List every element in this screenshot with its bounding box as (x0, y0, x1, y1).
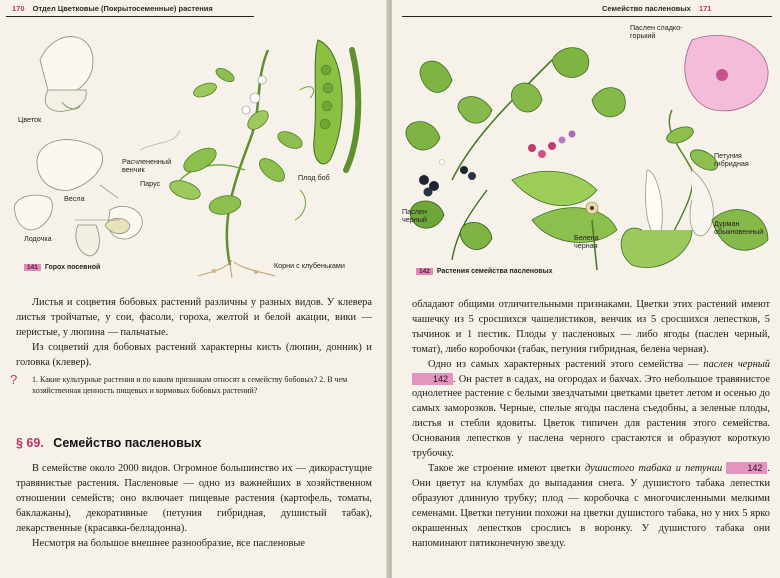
petunia-flower-icon (664, 35, 768, 235)
figure-141-caption (24, 264, 100, 271)
section-number: § 69. (16, 436, 44, 450)
figure-141-caption-text: Горох посевной (44, 264, 101, 271)
label-black-nightshade: Паслен черный (402, 207, 427, 224)
section-heading (16, 436, 201, 450)
paragraph: Листья и соцветия бобовых растений различны у разных видов. У клевера листья тройчатые, у сои, фасоли, гороха, желтой и белой акации, вики — перистые, у люпина — пальчатые. (16, 297, 372, 338)
label-petunia: Петуния гибридная (714, 151, 749, 168)
pea-figure (0, 20, 388, 278)
paragraph: Несмотря на большое внешнее разнообразие, все пасленовые (32, 537, 305, 549)
left-header-rule (6, 16, 254, 17)
figure-ref-142: 142 (412, 373, 453, 385)
right-body-text (412, 298, 770, 551)
henbane-icon (512, 171, 617, 270)
right-page (392, 0, 780, 578)
roots-icon (198, 260, 275, 278)
pea-illustration (0, 20, 388, 278)
label-flower: Цветок (18, 115, 42, 124)
left-section-text (16, 462, 372, 551)
left-header-title: Отдел Цветковые (Покрытосеменные) растения (32, 4, 213, 13)
figure-142-number: 142 (416, 268, 433, 275)
question-mark-icon: ? (10, 372, 18, 387)
text-run: Такое же строение имеют цветки (428, 462, 585, 474)
label-henbane: Белена черная (574, 233, 599, 250)
review-questions: 1. Какие культурные растения и по каким признакам относят к семейству бобовых? 2. В чем хозяйственная ценность пищевых и кормовых бобовых растений? (32, 375, 348, 395)
paragraph: В семействе около 2000 видов. Огромное большинство их — дикорастущие травянистые растения. Пасленовые — одно из важнейших в хозяйственном отношении семейств; оно включает пищевые растения (картофель, томаты, баклажаны), декоративные (петуния гибридная, душистый табак), лекарственные (красавка-белладонна). (16, 463, 372, 534)
figure-142-caption (416, 268, 552, 275)
paragraph: Из соцветий для бобовых растений характерны кисть (люпин, донник) и головка (клевер). (16, 341, 372, 368)
label-datura: Дурман обыкновенный (714, 219, 764, 236)
text-run: . Они цветут на клумбах до выпадания снега. У душистого табака лепестки образуют длинную трубку; плод — коробочка с многочисленными мелкими семенами. Цветки петунии похожи на цветки душистого табака, но у них 5 ярко окрашенных лепестков срослись в воронку. У душистого табака они напоминают пятиконечную звезду. (412, 462, 770, 549)
label-dissected-corolla: Расчлененный венчик (122, 157, 172, 174)
bittersweet-nightshade-icon (406, 48, 625, 180)
text-run: . Он растет в садах, на огородах и бахчах. Это небольшое травянистое однолетнее растение с белыми звездчатыми цветками цветет летом и осенью до самых заморозков. Черные, спелые ягоды паслена съедобны, а зеленые плоды, листья и стебли ядовиты. Цветок типичен для растения этого семейства. Основания лепестков у паслена черного срастаются и образуют короткую трубочку. (412, 373, 770, 460)
label-boat: Лодочка (24, 234, 52, 243)
species-name: паслен черный (703, 358, 771, 370)
text-run: Одно из самых характерных растений этого семейства — (428, 358, 704, 370)
right-page-number: 171 (698, 4, 712, 13)
label-sail: Парус (140, 179, 161, 188)
right-header-title: Семейство пасленовых (602, 4, 691, 13)
label-roots: Корни с клубеньками (274, 261, 345, 270)
species-name: душистого табака и петунии (584, 462, 723, 474)
paragraph (412, 358, 770, 462)
left-intro-text (16, 296, 372, 371)
label-bittersweet-nightshade: Паслен сладко- горький (630, 23, 683, 40)
left-page (0, 0, 388, 578)
pea-pod-icon (314, 40, 359, 170)
figure-142-caption-text: Растения семейства пасленовых (436, 268, 553, 275)
label-oars: Весла (64, 194, 85, 203)
paragraph (412, 462, 770, 551)
left-running-head (6, 4, 213, 16)
right-running-head (602, 4, 717, 16)
figure-ref-142: 142 (726, 462, 767, 474)
pea-flower-icon (40, 37, 93, 112)
label-bean-fruit: Плод боб (298, 173, 330, 182)
section-title: Семейство пасленовых (53, 436, 202, 450)
left-page-number: 170 (12, 4, 25, 13)
right-header-rule (402, 16, 772, 17)
nightshade-figure (392, 20, 780, 278)
figure-141-number: 141 (24, 264, 41, 271)
paragraph: обладают общими отличительными признаками. Цветки этих растений имеют чашечку из 5 сросшихся чашелистиков, венчик из 5 сросшихся лепестков, 5 тычинок и 1 пестик. Плоды у пасленовых — либо ягоды (паслен черный, томат), либо коробочки (табак, петуния гибридная, белена черная). (412, 299, 770, 355)
